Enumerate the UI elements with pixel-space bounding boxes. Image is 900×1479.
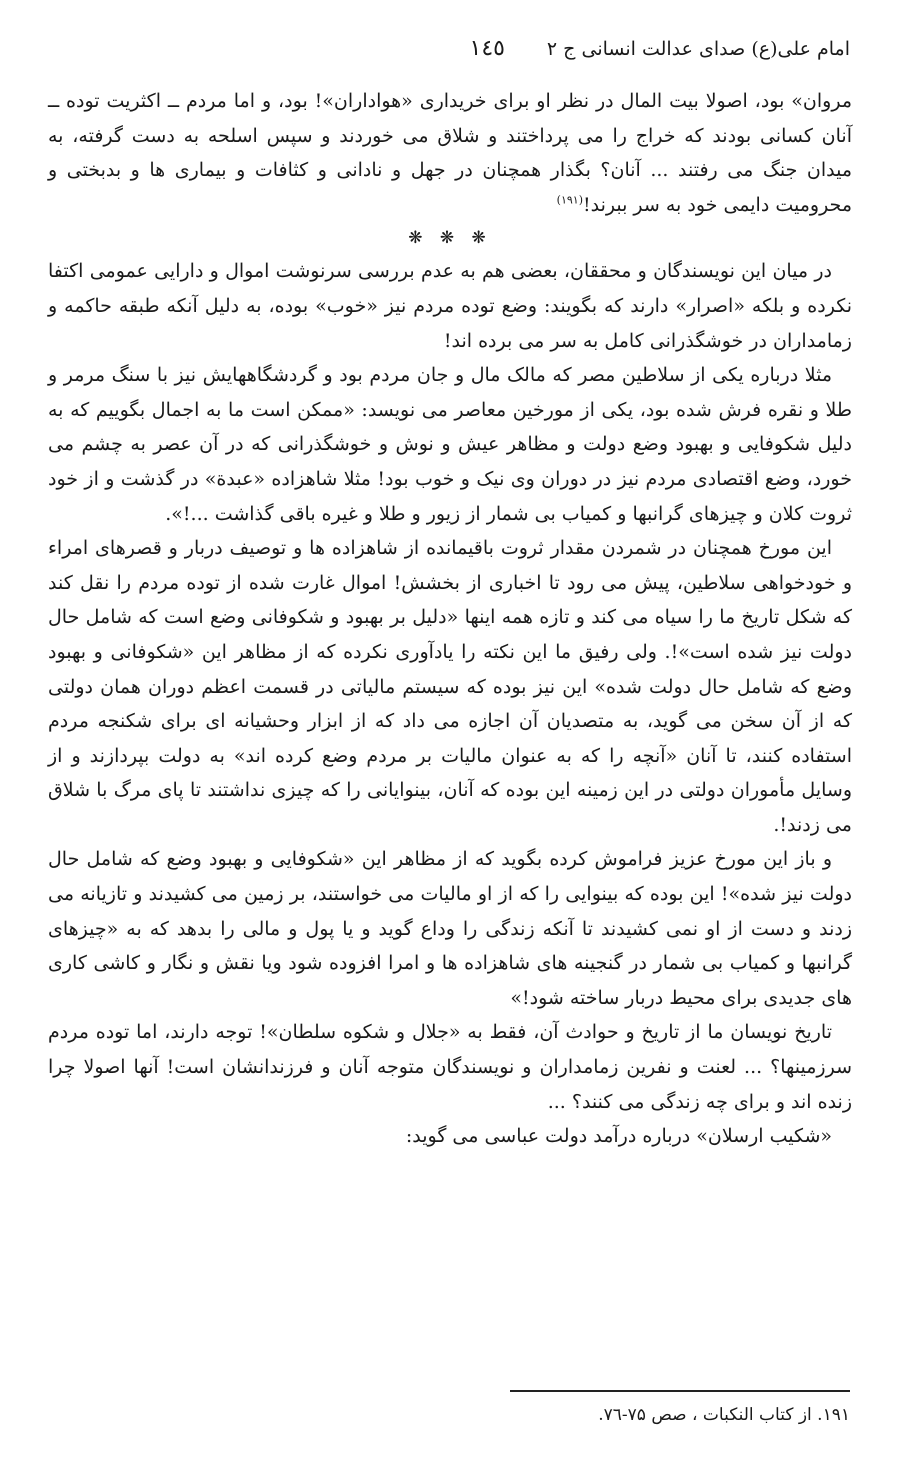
footnote-divider [510, 1390, 850, 1392]
section-separator: ❋ ❋ ❋ [408, 228, 492, 249]
footnote-reference: (۱۹۱) [556, 193, 583, 207]
paragraph-1-text: مروان» بود، اصولا بیت المال در نظر او برای خریداری «هواداران»! بود، و اما مردم ــ اکثریت توده ــ آنان کسانی بودند که خراج را می پرداختند و شلاق می خوردند و سپس اسلحه به دست گرفته، به میدان جنگ می رفتند ... آنان؟ بگذار همچنان در جهل و نادانی و کثافات و بیماری ها و بدبختی و محرومیت دایمی خود به سر ببرند! [48, 90, 852, 216]
paragraph-3: مثلا درباره یکی از سلاطین مصر که مالک مال و جان مردم بود و گردشگاههایش نیز با سنگ مرمر و طلا و نقره فرش شده بود، یکی از مورخین معاصر می نویسد: «ممکن است ما به اجمال بگوییم که به دلیل شکوفایی و بهبود وضع دولت و مظاهر عیش و نوش و خوشگذرانی که در آن عصر به چشم می خورد، وضع اقتصادی مردم نیز در دوران وی نیک و خوب بود! مثلا شاهزاده «عبدة» در گذشت و از خود ثروت کلان و چیزهای گرانبها و کمیاب بی شمار از زیور و طلا و غیره باقی گذاشت ...!». [48, 364, 852, 525]
footnote: ۱۹۱. از کتاب النکبات ، صص ۷۵-۷٦. [598, 1405, 850, 1425]
paragraph-1 [48, 84, 852, 222]
paragraph-5: و باز این مورخ عزیز فراموش کرده بگوید که از مظاهر این «شکوفایی و بهبود وضع که شامل حال دولت نیز شده»! این بوده که بینوایی را که از او مالیات می خواستند، بر زمین می کشیدند و تازیانه می زدند و دست از او نمی کشیدند تا آنکه زندگی را وداع گوید و یا پول و مالی را بدهد که به «چیزهای گرانبها و کمیاب بی شمار در گنجینه های شاهزاده ها و امرا افزوده شود ویا نقش و نگار و کاشی کاری های جدیدی برای محیط دربار ساخته شود!» [48, 848, 852, 1009]
paragraph-4: این مورخ همچنان در شمردن مقدار ثروت باقیمانده از شاهزاده ها و توصیف دربار و قصرهای امراء و خودخواهی سلاطین، پیش می رود تا اخباری از بخشش! اموال غارت شده از توده مردم را نقل کند که شکل تاریخ ما را سیاه می کند و تازه همه اینها «دلیل بر بهبود و شکوفانی وضع است که شامل حال دولت نیز شده است»!. ولی رفیق ما این نکته را یادآوری نکرده که از مظاهر این «شکوفانی و بهبود وضع که شامل حال دولت شده» این نیز بوده که سیستم مالیاتی در قسمت اعظم دوران همان دولتی که از آن سخن می گوید، به متصدیان آن اجازه می داد که از ابزار وحشیانه ای برای شکنجه مردم استفاده کنند، تا آنان «آنچه را که به عنوان مالیات بر مردم وضع کرده اند» به دولت بپردازند و از وسایل مأموران دولتی در این زمینه این بوده که آنان، بینوایانی را که چیزی نداشتند تا پای مرگ با شلاق می زدند!. [48, 537, 852, 836]
paragraph-7: «شکیب ارسلان» درباره درآمد دولت عباسی می گوید: [405, 1125, 832, 1148]
page-number: ۱٤٥ [469, 36, 505, 61]
running-header [50, 38, 850, 68]
paragraph-6: تاریخ نویسان ما از تاریخ و حوادث آن، فقط به «جلال و شکوه سلطان»! توجه دارند، اما توده مردم سرزمینها؟ ... لعنت و نفرین زمامداران و نویسندگان متوجه آنان و فرزندانشان است! آنها اصولا چرا زنده اند و برای چه زندگی می کنند؟ ... [48, 1021, 852, 1113]
book-title: امام علی(ع) صدای عدالت انسانی ج ۲ [546, 38, 850, 60]
main-text [48, 84, 852, 1154]
paragraph-2: در میان این نویسندگان و محققان، بعضی هم به عدم بررسی سرنوشت اموال و دارایی عمومی اکتفا نکرده و بلکه «اصرار» دارند که بگویند: وضع توده مردم نیز «خوب» بوده، به دلیل آنکه طبقه حاکمه و زمامداران در خوشگذرانی کامل به سر می برده اند! [48, 260, 852, 352]
